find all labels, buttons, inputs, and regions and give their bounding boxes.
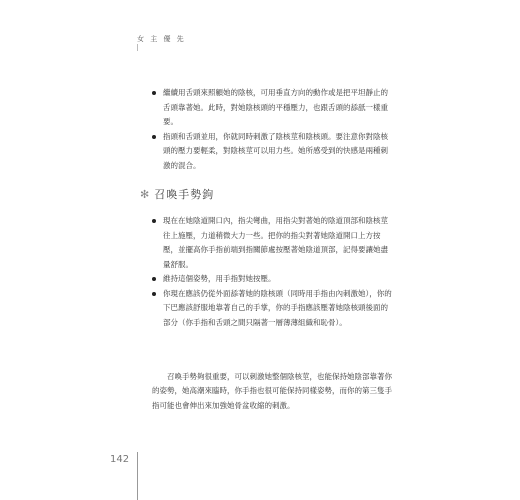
list-item-text: 繼續用舌頭來照顧她的陰核，可用垂直方向的動作或是把平坦靜止的舌頭靠著她。此時，對她陰核頭的平穩壓力，也跟舌頭的舔舐一樣重要。 bbox=[163, 88, 388, 126]
bullet-list-2 bbox=[152, 214, 392, 330]
bullet-list-1 bbox=[152, 86, 392, 173]
bullet-icon bbox=[152, 135, 156, 139]
body-paragraph: 召喚手勢夠很重要，可以刺激她整個陰核莖，也能保持她陰部靠著你的姿勢，她高潮來臨時，你手指也很可能保持同樣姿勢，而你的第三隻手指可能也會伸出來加強她骨盆收縮的刺激。 bbox=[152, 371, 392, 410]
page-number: 142 bbox=[110, 454, 130, 465]
list-item-text: 維持這個姿勢，用手指對她按壓。 bbox=[163, 274, 276, 283]
bullet-icon bbox=[152, 91, 156, 95]
list-item bbox=[152, 287, 392, 331]
list-item-text: 你現在應該仍從外面舔著她的陰核頭（同時用手指由內刺激她），你的下巴應該舒服地靠著自己的手掌，你的手指應該壓著她陰核頭後面的部分（你手指和舌頭之間只隔著一層薄薄組織和恥骨）。 bbox=[163, 288, 392, 327]
list-item-text: 指頭和舌頭並用，你就同時刺激了陰核莖和陰核頭。要注意你對陰核頭的壓力要輕柔，對陰核莖可以用力些。她所感受到的快感是兩種刺激的混合。 bbox=[163, 131, 388, 170]
section-title-text: 召喚手勢鉤 bbox=[154, 188, 215, 201]
list-item bbox=[152, 86, 392, 130]
list-item-text: 現在在她陰道開口內，指尖彎曲，用指尖對著她的陰道頂部和陰核莖往上施壓，力道稍微大力一些。把你的指尖對著她陰道開口上方按壓，並擺高你手指前端到指關節處按壓著她陰道頂部，記得要讓她盡量舒服。 bbox=[163, 216, 388, 269]
asterisk-icon: ✻ bbox=[140, 188, 151, 201]
bullet-icon bbox=[152, 219, 156, 223]
bullet-icon bbox=[152, 277, 156, 281]
list-item bbox=[152, 214, 392, 272]
list-item bbox=[152, 272, 392, 287]
header-rule bbox=[137, 44, 138, 51]
section-heading bbox=[140, 186, 214, 202]
footer-rule bbox=[137, 452, 138, 500]
bullet-icon bbox=[152, 292, 156, 296]
list-item bbox=[152, 130, 392, 174]
running-header: 女 主 優 先 bbox=[137, 35, 186, 43]
